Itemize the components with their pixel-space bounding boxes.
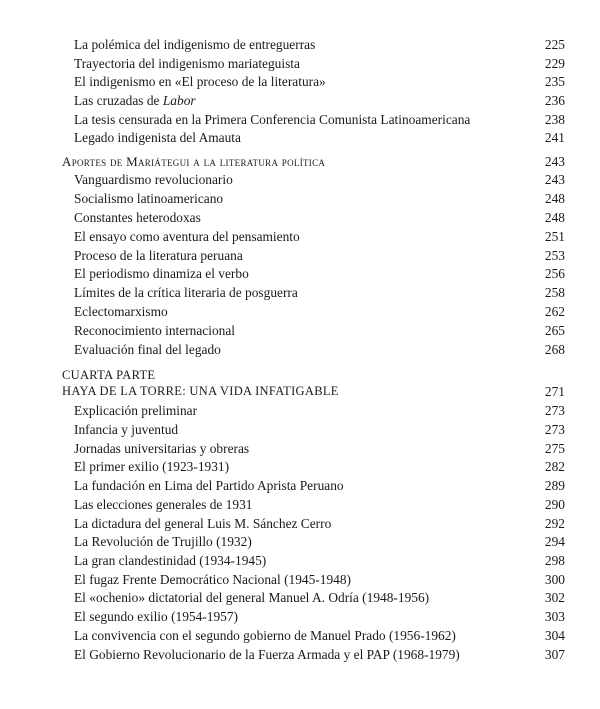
toc-entry: [62, 420, 565, 439]
toc-entry-page: 235: [544, 74, 565, 89]
toc-entry-title: Vanguardismo revolucionario: [74, 172, 233, 187]
toc-entry-title: [62, 91, 196, 110]
toc-entry-title: Jornadas universitarias y obreras: [74, 441, 250, 456]
toc-entry-title: La Revolución de Trujillo (1932): [74, 534, 252, 549]
toc-entry-page: 241: [544, 130, 565, 145]
toc-entry-title: Reconocimiento internacional: [74, 323, 236, 338]
toc-entry: [62, 457, 565, 476]
part-page: 271: [544, 384, 565, 399]
toc-entry: [62, 91, 565, 110]
toc-entry-title: El Gobierno Revolucionario de la Fuerza Armada y el PAP (1968-1979): [74, 647, 460, 662]
toc-entry: [62, 35, 565, 54]
toc-part-heading: [62, 382, 565, 401]
toc-entry-page: 298: [544, 553, 565, 568]
toc-entry: [62, 246, 565, 265]
toc-entry-page: 303: [544, 609, 565, 624]
toc-entry-page: 248: [544, 210, 565, 225]
toc-entry-page: 275: [544, 441, 565, 456]
toc-entry: [62, 588, 565, 607]
toc-entry-title: Socialismo latinoamericano: [74, 191, 224, 206]
toc-entry: [62, 128, 565, 147]
toc-entry-title: El segundo exilio (1954-1957): [74, 609, 239, 624]
toc-entry-title: Explicación preliminar: [74, 403, 198, 418]
part-title: HAYA DE LA TORRE: UNA VIDA INFATIGABLE: [62, 384, 339, 398]
toc-entry-page: 300: [544, 572, 565, 587]
toc-entry-title: La tesis censurada en la Primera Conferencia Comunista Latinoamericana: [74, 112, 471, 127]
toc-entry-page: 268: [544, 342, 565, 357]
toc-entry: [62, 340, 565, 359]
toc-entry-title: El fugaz Frente Democrático Nacional (1945-1948): [74, 572, 352, 587]
toc-entry-page: 225: [544, 37, 565, 52]
toc-entry: [62, 551, 565, 570]
toc-entry: [62, 439, 565, 458]
toc-entry-title: El indigenismo en «El proceso de la literatura»: [74, 74, 326, 89]
toc-entry-title: Evaluación final del legado: [74, 342, 221, 357]
toc-entry-page: 262: [544, 304, 565, 319]
toc-entry: [62, 264, 565, 283]
toc-entry: [62, 302, 565, 321]
toc-entry: [62, 495, 565, 514]
toc-entry-title: La convivencia con el segundo gobierno de Manuel Prado (1956-1962): [74, 628, 456, 643]
toc-entry: [62, 532, 565, 551]
toc-entry-title: El «ochenio» dictatorial del general Manuel A. Odría (1948-1956): [74, 590, 430, 605]
toc-entry-page: 302: [544, 590, 565, 605]
toc-entry-title: La dictadura del general Luis M. Sánchez Cerro: [74, 516, 332, 531]
toc-entry-page: 258: [544, 285, 565, 300]
toc-entry-page: 292: [544, 516, 565, 531]
toc-entry-title: Las elecciones generales de 1931: [74, 497, 253, 512]
toc-entry-page: 273: [544, 422, 565, 437]
toc-entry: [62, 607, 565, 626]
toc-entry: [62, 170, 565, 189]
toc-entry-page: 304: [544, 628, 565, 643]
toc-entry: [62, 626, 565, 645]
toc-entry: [62, 645, 565, 664]
toc-entry: [62, 570, 565, 589]
toc-entry-title: Trayectoria del indigenismo mariateguista: [74, 56, 300, 71]
toc-entry: [62, 401, 565, 420]
toc-entry-page: 265: [544, 323, 565, 338]
toc-entry-page: 282: [544, 459, 565, 474]
toc-entry: [62, 208, 565, 227]
toc-entry-page: 229: [544, 56, 565, 71]
toc-entry-page: 256: [544, 266, 565, 281]
toc-entry-title: Proceso de la literatura peruana: [74, 248, 243, 263]
toc-entry: [62, 54, 565, 73]
toc-entry-page: 238: [544, 112, 565, 127]
toc-entry-title: La fundación en Lima del Partido Aprista Peruano: [74, 478, 344, 493]
toc-entry: [62, 476, 565, 495]
toc-entry-page: 307: [544, 647, 565, 662]
toc-entry-title: Límites de la crítica literaria de posguerra: [74, 285, 298, 300]
toc-entry-title: El primer exilio (1923-1931): [74, 459, 230, 474]
toc-entry-page: 251: [544, 229, 565, 244]
toc-entry-page: 243: [544, 172, 565, 187]
part-label: CUARTA PARTE: [62, 368, 156, 382]
toc-entry-title-text: Las cruzadas de: [74, 93, 163, 108]
toc-entry-page: 248: [544, 191, 565, 206]
toc-entry: [62, 72, 565, 91]
toc-entry-page: 289: [544, 478, 565, 493]
toc-entry: [62, 110, 565, 129]
toc-entry-page: 236: [544, 93, 565, 108]
section-page: 243: [544, 154, 565, 169]
toc-entry-page: 294: [544, 534, 565, 549]
toc-entry-title: Infancia y juventud: [74, 422, 179, 437]
toc-entry: [62, 283, 565, 302]
toc-section-heading: [62, 152, 565, 171]
toc-entry: [62, 321, 565, 340]
toc-entry-title-italic: Labor: [162, 93, 196, 108]
toc-entry: [62, 227, 565, 246]
toc-entry: [62, 189, 565, 208]
section-title: Aportes de Mariátegui a la literatura política: [62, 154, 326, 169]
toc-entry-title: El ensayo como aventura del pensamiento: [74, 229, 300, 244]
toc-entry-title: El periodismo dinamiza el verbo: [74, 266, 249, 281]
toc-entry-title: Eclectomarxismo: [74, 304, 168, 319]
toc-entry-page: 253: [544, 248, 565, 263]
toc-entry-title: La polémica del indigenismo de entreguerras: [74, 37, 316, 52]
toc-entry-page: 273: [544, 403, 565, 418]
toc-entry: [62, 514, 565, 533]
toc-entry-page: 290: [544, 497, 565, 512]
toc-entry-title: La gran clandestinidad (1934-1945): [74, 553, 267, 568]
toc-entry-title: Constantes heterodoxas: [74, 210, 201, 225]
toc-entry-title: Legado indigenista del Amauta: [74, 130, 241, 145]
